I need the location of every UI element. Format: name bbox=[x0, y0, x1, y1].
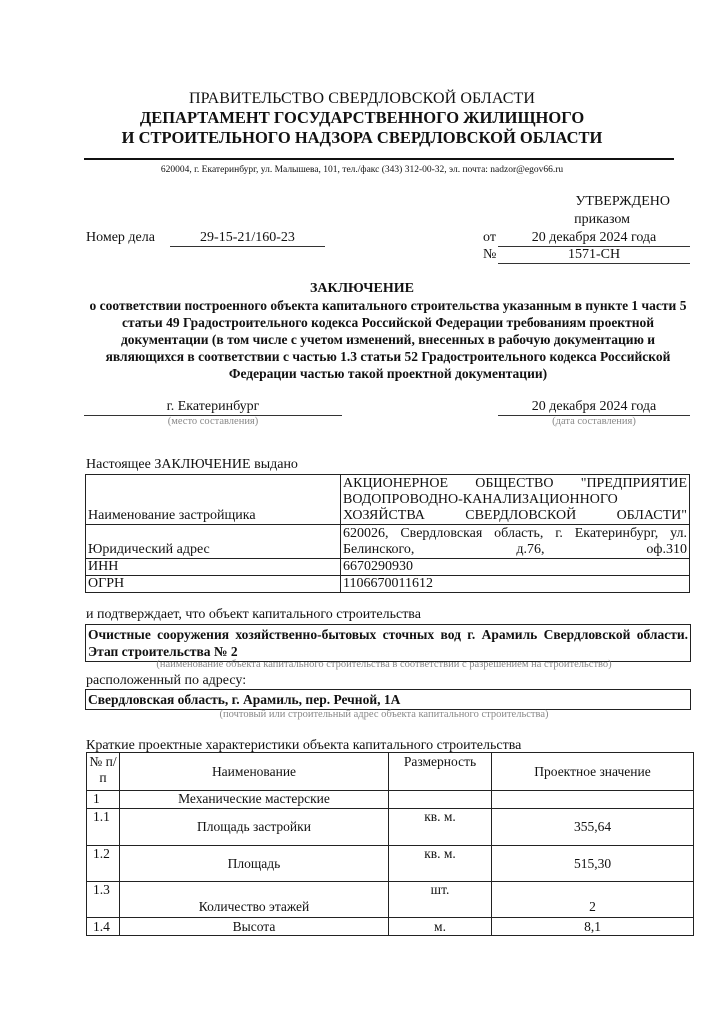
row-value: 8,1 bbox=[492, 918, 694, 936]
approved-label: УТВЕРЖДЕНО bbox=[575, 194, 670, 209]
header-divider bbox=[84, 158, 674, 160]
inn-label: ИНН bbox=[86, 559, 341, 576]
confirm-text: и подтверждает, что объект капитального строительства bbox=[86, 607, 421, 622]
table-row bbox=[86, 475, 690, 525]
row-value bbox=[492, 791, 694, 809]
row-name: Площадь застройки bbox=[120, 809, 389, 846]
row-number: 1.1 bbox=[87, 809, 120, 846]
table-row bbox=[86, 559, 690, 576]
row-unit: м. bbox=[389, 918, 492, 936]
table-row bbox=[87, 809, 694, 846]
header-number: № п/п bbox=[87, 753, 120, 791]
order-date-label: от bbox=[483, 230, 496, 245]
order-number: 1571-СН bbox=[498, 247, 690, 264]
object-name-caption: (наименование объекта капитального строительства в соответствии с разрешением на строительство) bbox=[156, 659, 612, 670]
by-order-label: приказом bbox=[574, 212, 630, 227]
developer-name-label: Наименование застройщика bbox=[86, 475, 341, 525]
characteristics-title: Краткие проектные характеристики объекта капитального строительства bbox=[86, 738, 522, 753]
inn-value: 6670290930 bbox=[341, 559, 690, 576]
legal-address-value: 620026, Свердловская область, г. Екатеринбург, ул. Белинского, д.76, оф.310 bbox=[341, 525, 690, 559]
row-unit bbox=[389, 791, 492, 809]
row-name: Механические мастерские bbox=[120, 791, 389, 809]
developer-table bbox=[85, 474, 690, 593]
row-value: 2 bbox=[492, 882, 694, 918]
row-number: 1.4 bbox=[87, 918, 120, 936]
conclusion-subtitle: о соответствии построенного объекта капитального строительства указанным в пункте 1 части 5 статьи 49 Градостроительного кодекса Российской Федерации требованиям проектной документации (в том числе с учетом изменений, внесенных в рабочую документацию и являющихся в соответствии с частью 1.3 статьи 52 Градостроительного кодекса Российской Федерации частью такой проектной документации) bbox=[89, 298, 687, 381]
table-row bbox=[87, 846, 694, 882]
row-number: 1.2 bbox=[87, 846, 120, 882]
header-value: Проектное значение bbox=[492, 753, 694, 791]
table-row bbox=[87, 791, 694, 809]
ogrn-label: ОГРН bbox=[86, 576, 341, 593]
located-text: расположенный по адресу: bbox=[86, 673, 247, 688]
case-number-label: Номер дела bbox=[86, 230, 155, 245]
issued-intro: Настоящее ЗАКЛЮЧЕНИЕ выдано bbox=[86, 457, 298, 472]
object-name: Очистные сооружения хозяйственно-бытовых сточных вод г. Арамиль Свердловской области. Этап строительства № 2 bbox=[85, 624, 691, 662]
characteristics-table bbox=[86, 752, 694, 936]
row-name: Высота bbox=[120, 918, 389, 936]
order-number-label: № bbox=[483, 247, 497, 262]
department-name bbox=[0, 108, 724, 148]
developer-name-value: АКЦИОНЕРНОЕ ОБЩЕСТВО "ПРЕДПРИЯТИЕ ВОДОПРОВОДНО-КАНАЛИЗАЦИОННОГО ХОЗЯЙСТВА СВЕРДЛОВСКОЙ ОБЛАСТИ" bbox=[341, 475, 690, 525]
government-name: ПРАВИТЕЛЬСТВО СВЕРДЛОВСКОЙ ОБЛАСТИ bbox=[188, 90, 536, 107]
department-line-1: ДЕПАРТАМЕНТ ГОСУДАРСТВЕННОГО ЖИЛИЩНОГО bbox=[139, 108, 585, 127]
row-number: 1 bbox=[87, 791, 120, 809]
department-address: 620004, г. Екатеринбург, ул. Малышева, 101, тел./факс (343) 312-00-32, эл. почта: nadzor@egov66.ru bbox=[160, 165, 564, 175]
row-number: 1.3 bbox=[87, 882, 120, 918]
table-row bbox=[87, 882, 694, 918]
header-name: Наименование bbox=[120, 753, 389, 791]
table-row bbox=[86, 576, 690, 593]
order-date: 20 декабря 2024 года bbox=[498, 230, 690, 247]
header-unit: Размерность bbox=[389, 753, 492, 791]
row-unit: шт. bbox=[389, 882, 492, 918]
row-name: Площадь bbox=[120, 846, 389, 882]
date-caption: (дата составления) bbox=[552, 416, 636, 427]
place-date: 20 декабря 2024 года bbox=[498, 399, 690, 416]
department-line-2: И СТРОИТЕЛЬНОГО НАДЗОРА СВЕРДЛОВСКОЙ ОБЛАСТИ bbox=[121, 128, 603, 147]
legal-address-label: Юридический адрес bbox=[86, 525, 341, 559]
place-caption: (место составления) bbox=[167, 416, 259, 427]
table-header-row bbox=[87, 753, 694, 791]
row-unit: кв. м. bbox=[389, 846, 492, 882]
row-unit: кв. м. bbox=[389, 809, 492, 846]
ogrn-value: 1106670011612 bbox=[341, 576, 690, 593]
conclusion-title: ЗАКЛЮЧЕНИЕ bbox=[309, 281, 415, 296]
table-row bbox=[87, 918, 694, 936]
case-number: 29-15-21/160-23 bbox=[170, 230, 325, 247]
object-address: Свердловская область, г. Арамиль, пер. Речной, 1А bbox=[85, 689, 691, 710]
place-city: г. Екатеринбург bbox=[84, 399, 342, 416]
row-value: 515,30 bbox=[492, 846, 694, 882]
object-address-caption: (почтовый или строительный адрес объекта капитального строительства) bbox=[219, 709, 549, 720]
table-row bbox=[86, 525, 690, 559]
row-name: Количество этажей bbox=[120, 882, 389, 918]
row-value: 355,64 bbox=[492, 809, 694, 846]
